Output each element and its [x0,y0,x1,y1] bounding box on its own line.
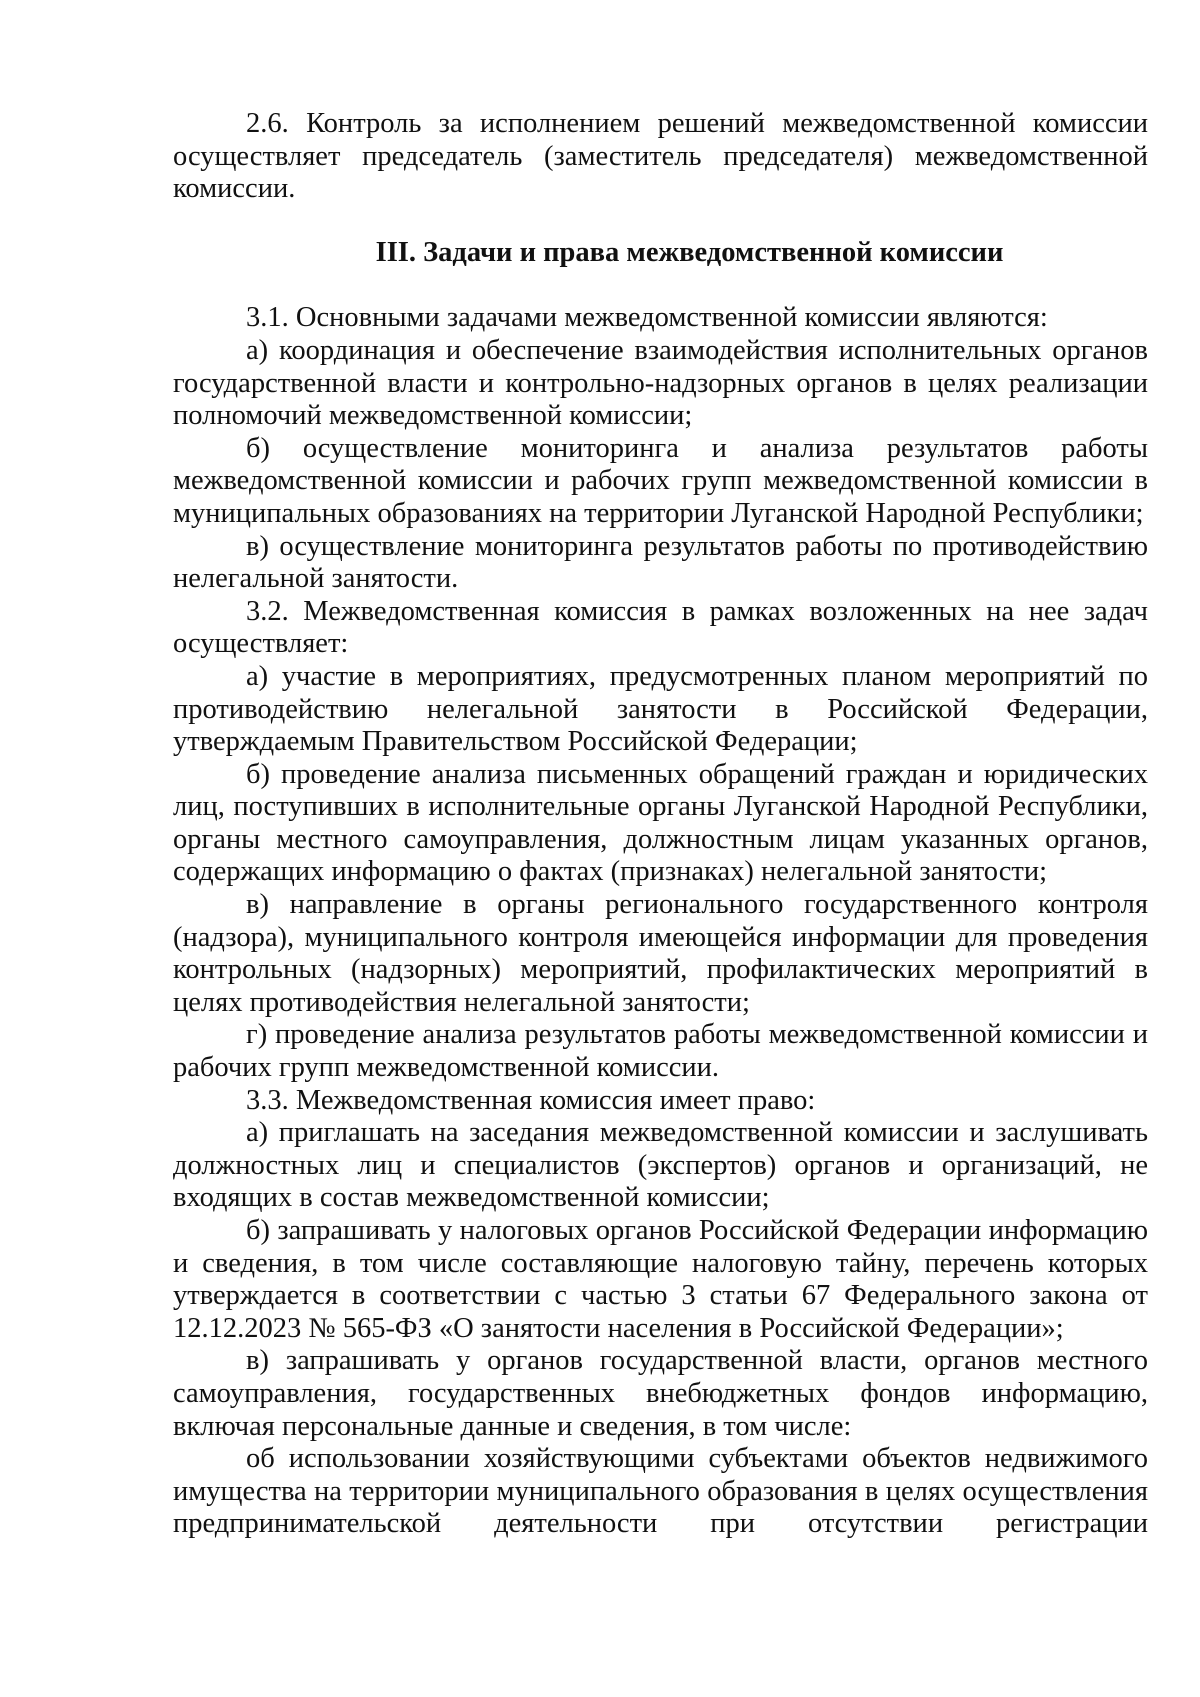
paragraph-3-3-b: б) запрашивать у налоговых органов Российской Федерации информацию и сведения, в том числе составляющие налоговую тайну, перечень которых утверждается в соответствии с частью 3 статьи 67 Федерального закона от 12.12.2023 № 565-ФЗ «О занятости населения в Российской Федерации»; [173,1215,1148,1344]
paragraph-3-1-v: в) осуществление мониторинга результатов работы по противодействию нелегальной занятости. [173,530,1148,595]
paragraph-3-3-a: а) приглашать на заседания межведомственной комиссии и заслушивать должностных лиц и специалистов (экспертов) органов и организаций, не входящих в состав межведомственной комиссии; [173,1117,1148,1214]
paragraph-3-1-a: а) координация и обеспечение взаимодействия исполнительных органов государственной власти и контрольно-надзорных органов в целях реализации полномочий межведомственной комиссии; [173,334,1148,432]
paragraph-3-2-b: б) проведение анализа письменных обращений граждан и юридических лиц, поступивших в исполнительные органы Луганской Народной Республики, органы местного самоуправления, должностным лицам указанных органов, содержащих информацию о фактах (признаках) нелегальной занятости; [173,758,1148,888]
paragraph-3-2: 3.2. Межведомственная комиссия в рамках возложенных на нее задач осуществляет: [173,595,1148,660]
paragraph-3-1: 3.1. Основными задачами межведомственной комиссии являются: [246,302,1048,334]
paragraph-2-6: 2.6. Контроль за исполнением решений межведомственной комиссии осуществляет председатель (заместитель председателя) межведомственной комиссии. [173,108,1148,205]
paragraph-3-2-v: в) направление в органы регионального государственного контроля (надзора), муниципального контроля имеющейся информации для проведения контрольных (надзорных) мероприятий, профилактических мероприятий в целях противодействия нелегальной занятости; [173,889,1148,1018]
document-page [173,108,1148,1541]
paragraph-3-3-v-item: об использовании хозяйствующими субъектами объектов недвижимого имущества на территории муниципального образования в целях осуществления предпринимательской деятельности при отсутствии регистрации [173,1443,1148,1540]
section-heading: III. Задачи и права межведомственной комиссии [375,236,1004,268]
paragraph-3-3: 3.3. Межведомственная комиссия имеет право: [246,1084,816,1116]
paragraph-3-2-a: а) участие в мероприятиях, предусмотренных планом мероприятий по противодействию нелегальной занятости в Российской Федерации, утверждаемым Правительством Российской Федерации; [173,660,1148,758]
paragraph-3-3-v: в) запрашивать у органов государственной власти, органов местного самоуправления, государственных внебюджетных фондов информацию, включая персональные данные и сведения, в том числе: [173,1345,1148,1442]
paragraph-3-2-g: г) проведение анализа результатов работы межведомственной комиссии и рабочих групп межведомственной комиссии. [173,1019,1148,1084]
paragraph-3-1-b: б) осуществление мониторинга и анализа результатов работы межведомственной комиссии и рабочих групп межведомственной комиссии в муниципальных образованиях на территории Луганской Народной Республики; [173,432,1148,529]
